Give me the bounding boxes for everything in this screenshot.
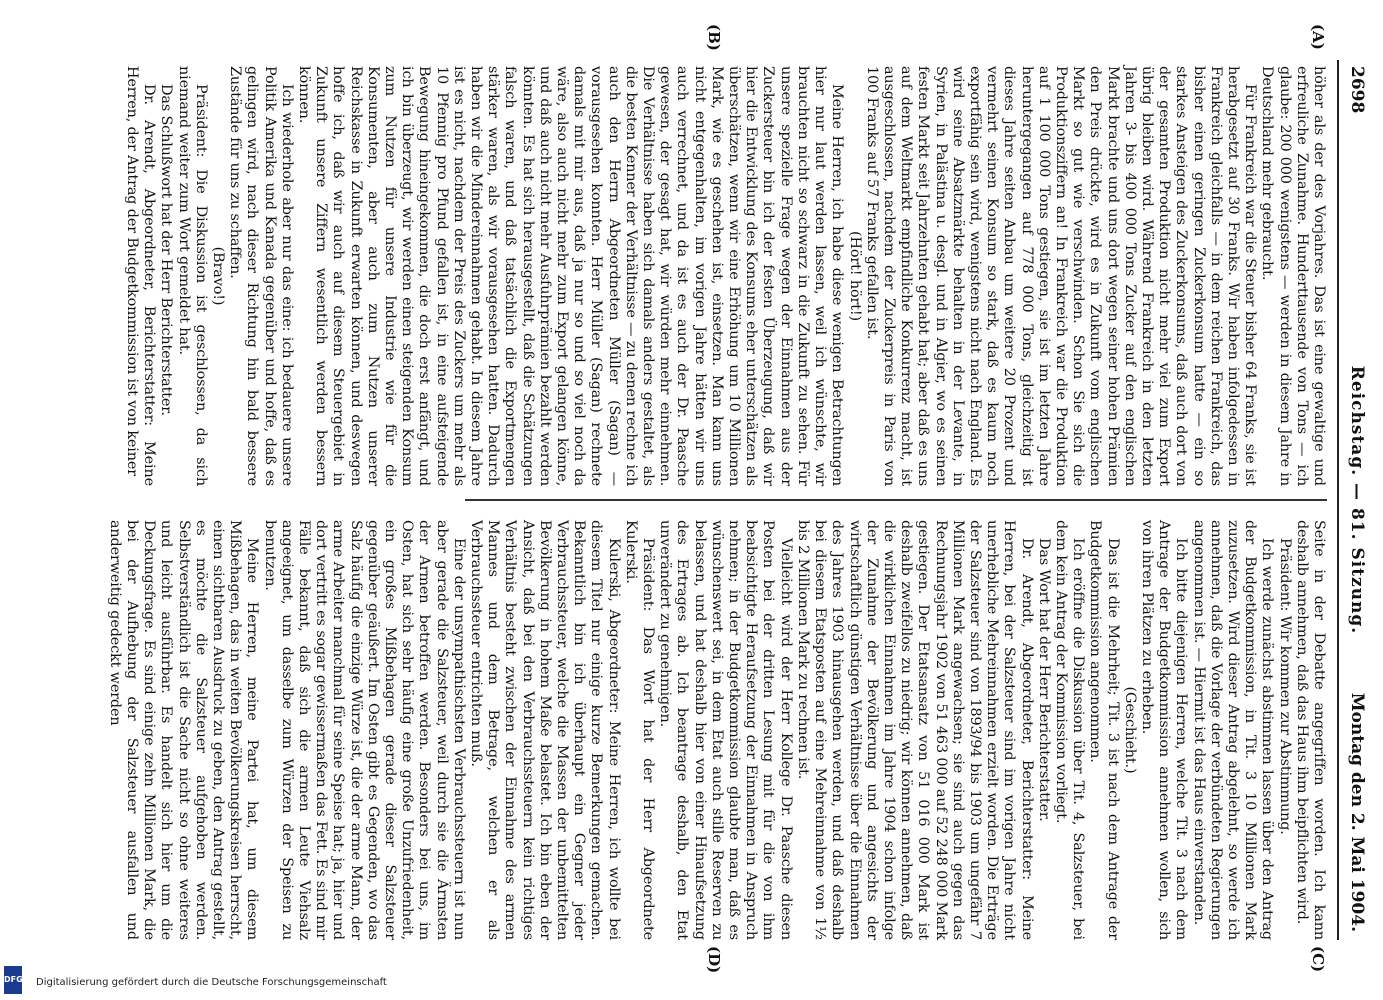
paragraph: Ich bitte diejenigen Herren, welche Tit. 3 nach dem Antrage der Budgetkommission annehmen wollen, sich von ihren Plätzen zu erheben. xyxy=(1138,520,1190,940)
paragraph: Kulerski, Abgeordneter: Meine Herren, ich wollte bei diesem Titel nur einige kurze Bemerkungen gemachen. Bekanntlich bin ich überhaupt ein Gegner jeder Verbrauchssteuer, welche die Massen der unbemittelten Bevölkerung in hohem Maße belastet. Ich bin eben der Ansicht, daß bei den Verbrauchssteuern kein richtiges Verhältnis besteht zwischen der Einnahme des armen Mannes und dem Betrage, welchen er als Verbrauchssteuer entrichten muß. xyxy=(468,520,622,940)
paragraph: Präsident: Das Wort hat der Herr Abgeordnete Kulerski. xyxy=(622,520,657,940)
margin-mark-d: (D) xyxy=(705,946,723,974)
dfg-logo: DFG xyxy=(4,966,22,994)
page-title: Reichstag. — 81. Sitzung. xyxy=(1347,365,1367,635)
paragraph: Das Schlußwort hat der Herr Berichterstatter. xyxy=(158,84,175,416)
page-date: Montag den 2. Mai 1904. xyxy=(1347,692,1367,932)
page-header xyxy=(1341,0,1367,1000)
funding-credit: Digitalisierung gefördert durch die Deutsche Forschungsgemeinschaft xyxy=(36,977,387,988)
paragraph: Ich wiederhole aber nur das eine: ich bedauere unsere Politik Amerika und Kanada gegenüber und hoffe, daß es gelingen wird, nach dieser Richtung hin bald bessere Zustände für uns zu schaffen. xyxy=(227,66,295,486)
paragraph: Ich eröffne die Diskussion über Tit. 4, Salzsteuer, bei dem kein Antrag der Kommission vorliegt. xyxy=(1052,520,1087,940)
left-column xyxy=(123,66,1327,486)
paragraph: Vielleicht wird der Herr Kollege Dr. Paasche diesen Posten bei der dritten Lesung mit für die von ihm beabsichtigte Heraufsetzung der Einnahmen in Anspruch nehmen; in der Budgetkommission glaubte man, daß es wünschenswert sei, in dem Etat auch stille Reserven zu belassen, und hat deshalb hier von einer Hinaufsetzung des Ertrages ab. Ich beantrage deshalb, den Etat unverändert zu genehmigen. xyxy=(657,520,794,940)
margin-mark-a: (A) xyxy=(1309,24,1327,50)
paragraph: Meine Herren, ich habe diese wenigen Betrachtungen hier nur laut werden lassen, weil ich wünschte, wir brauchten nicht so schwarz in die Zukunft zu sehen. Für unsere spezielle Frage wegen der Einnahmen aus der Zuckersteuer bin ich der festen Überzeugung, daß wir hier die Entwicklung des Konsums eher unterschätzen als überschätzen, wenn wir eine Erhöhung um 10 Millionen Mark, wie es geschehen ist, einsetzen. Man kann uns nicht entgegenhalten, im vorigen Jahre hätten wir uns auch verrechnet, und da ist es auch der Dr. Paasche gewesen, der gesagt hat, wir würden mehr einnehmen. Die Verhältnisse haben sich damals anders gestaltet, als die besten Kenner der Verhältnisse — zu denen rechne ich auch den Herrn Abgeordneten Müller (Sagan) — vorausgesehen konnten. Herr Müller (Sagan) rechnete damals mit mir aus, daß ja nur so und so viel noch da wäre, also auch nicht mehr zum Export gelangen könne, und daß auch nicht mehr Ausfuhrprämien bezahlt werden könnten. Es hat sich herausgestellt, daß die Schätzungen falsch waren, und daß tatsächlich die Exportmengen stärker waren, als wir vorausgesehen hatten. Dadurch haben wir die Mindereinnahmen gehabt. In diesem Jahre ist es nicht, nachdem der Preis des Zuckers um mehr als 10 Pfennig pro Pfund gefallen ist, in eine aufsteigende Bewegung hineingekommen, die doch erst anfängt, und ich bin überzeugt, wir werden einen steigenden Konsum zum Nutzen für unsere Industrie wie für die Konsumenten, aber auch zum Nutzen unserer Reichskasse in Zukunft erwarten können, und deswegen hoffe ich, daß wir auch auf diesem Steuergebiet in Zukunft unsere Ziffern wesentlich werden bessern können. xyxy=(296,66,846,486)
right-column xyxy=(106,520,1327,940)
interjection: (Geschieht.) xyxy=(1121,686,1138,774)
paragraph: Seite in der Debatte angegriffen worden. Ich kann deshalb annehmen, daß das Haus ihm beipflichten wird. xyxy=(1293,520,1327,940)
paragraph: höher als der des Vorjahres. Das ist eine gewaltige und erfreuliche Zunahme. Hunderttausende von Tons — ich glaube: 200 000 wenigstens — werden in diesem Jahre in Deutschland mehr gebraucht. xyxy=(1259,66,1327,486)
paragraph: Für Frankreich war die Steuer bisher 64 Franks, sie ist herabgesetzt auf 30 Franks. Wir haben infolgedessen in Frankreich gleichfalls — in dem reichen Frankreich, das bisher einen geringen Zuckerkonsum hatte — ein so starkes Ansteigen des Zuckerkonsums, daß auch dort von der gesamten Produktion nicht mehr viel zum Export übrig bleiben wird. Während Frankreich in den letzten Jahren 3- bis 400 000 Tons Zucker auf den englischen Markt brachte und uns dort wegen seiner hohen Prämien den Preis drückte, wird es in Zukunft vom englischen Markt so gut wie verschwinden. Schon Sie sich die Produktionsziffern an! In Frankreich war die Produktion auf 1 100 000 Tons gestiegen, sie ist im letzten Jahre heruntergegangen auf 778 000 Tons, gleichzeitig ist dieses Jahre seiten Anbau um weitere 20 Prozent und vermehrt seinen Konsum so stark, daß es kaum noch exportfähig sein wird, wenigstens nicht nach England. Es wird seine Absatzmärkte behalten in der Levante, in Syrien, in Palästina u. desgl. und in Algier, wo es seinen festen Markt seit Jahrzehnten gehabt hat; aber daß es uns auf dem Weltmarkt empfindliche Konkurrenz macht, ist ausgeschlossen, nachdem der Zuckerpreis in Paris von 100 Franks auf 57 Franks gefallen ist. xyxy=(863,66,1259,486)
header-rule xyxy=(1337,60,1339,940)
page-number: 2698 xyxy=(1347,66,1367,114)
column-divider xyxy=(465,499,1327,501)
margin-mark-c: (C) xyxy=(1309,946,1327,973)
interjection: (Bravo!) xyxy=(210,246,226,306)
paragraph: Eine der unsympathischsten Verbrauchssteuern ist nun aber gerade die Salzsteuer, weil durch sie die Ärmsten der Armen betroffen werden. Besonders bei uns, im Osten, hat sich sehr häufig eine große Unzufriedenheit, ein großes Mißbehagen gerade dieser Salzsteuer gegenüber geäußert. Im Osten gibt es Gegenden, wo das Salz häufig die einzige Würze ist, die der arme Mann, der arme Arbeiter manchmal für seine Speise hat; ja, hier und dort vertritt es sogar gewissermaßen das Fett. Es sind mir Fälle bekannt, daß sich die armen Leute Viehsalz angeeignet, um dasselbe zum Würzen der Speisen zu benutzen. xyxy=(261,520,467,940)
margin-mark-b: (B) xyxy=(705,24,723,51)
paragraph: Meine Herren, meine Partei hat, um diesem Mißbehagen, das in weiten Bevölkerungskreisen herrscht, einen sichtbaren Ausdruck zu geben, den Antrag gestellt, es möchte die Salzsteuer aufgehoben werden. Selbstverständlich ist die Sache nicht so ohne weiteres und leicht ausführbar. Es handelt sich hier um die Deckungsfrage. Es sind einige zehn Millionen Mark, die bei der Aufhebung der Salzsteuer ausfallen und anderweitig gedeckt werden xyxy=(106,520,261,940)
paragraph: Das ist die Mehrheit; Tit. 3 ist nach dem Antrage der Budgetkommission angenommen. xyxy=(1087,520,1121,940)
paragraph: Dr. Arendt, Abgeordneter, Berichterstatter: Meine Herren, bei der Salzsteuer sind im vorigen Jahre nicht unerhebliche Mehreinnahmen erzielt worden. Die Erträge der Salzsteuer sind von 1893/94 bis 1903 um ungefähr 7 Millionen Mark angewachsen; sie sind auch gegen das Rechnungsjahr 1902 von 51 463 000 auf 52 248 000 Mark gestiegen. Der Etatsansatz von 51 016 000 Mark ist deshalb zweifellos zu niedrig; wir können annehmen, daß die wirklichen Einnahmen im Jahre 1904 schon infolge der Zunahme der Bevölkerung und angesichts der wirtschaftlich günstigen Verhältnisse über die Einnahmen des Jahres 1903 hinausgehen werden, und daß deshalb bei diesem Etatsposten auf eine Mehreinnahme von 1½ bis 2 Millionen Mark zu rechnen ist. xyxy=(794,520,1035,940)
paragraph: Präsident: Wir kommen zur Abstimmung. xyxy=(1276,538,1293,835)
paragraph: Dr. Arendt, Abgeordneter, Berichterstatter: Meine Herren, der Antrag der Budgetkommission ist von keiner xyxy=(123,66,158,486)
paragraph: Das Wort hat der Herr Berichterstatter. xyxy=(1035,538,1052,822)
paragraph: Präsident: Die Diskussion ist geschlossen, da sich niemand weiter zum Wort gemeldet hat. xyxy=(175,66,209,486)
interjection: (Hört! hört!) xyxy=(846,231,863,321)
paragraph: Ich werde zunächst abstimmen lassen über den Antrag der Budgetkommission, in Tit. 3 10 Millionen Mark zuzusetzen. Wird dieser Antrag abgelehnt, so werde ich annehmen, daß die Vorlage der verbündeten Regierungen angenommen ist. — Hiermit ist das Haus einverstanden. xyxy=(1190,520,1276,940)
